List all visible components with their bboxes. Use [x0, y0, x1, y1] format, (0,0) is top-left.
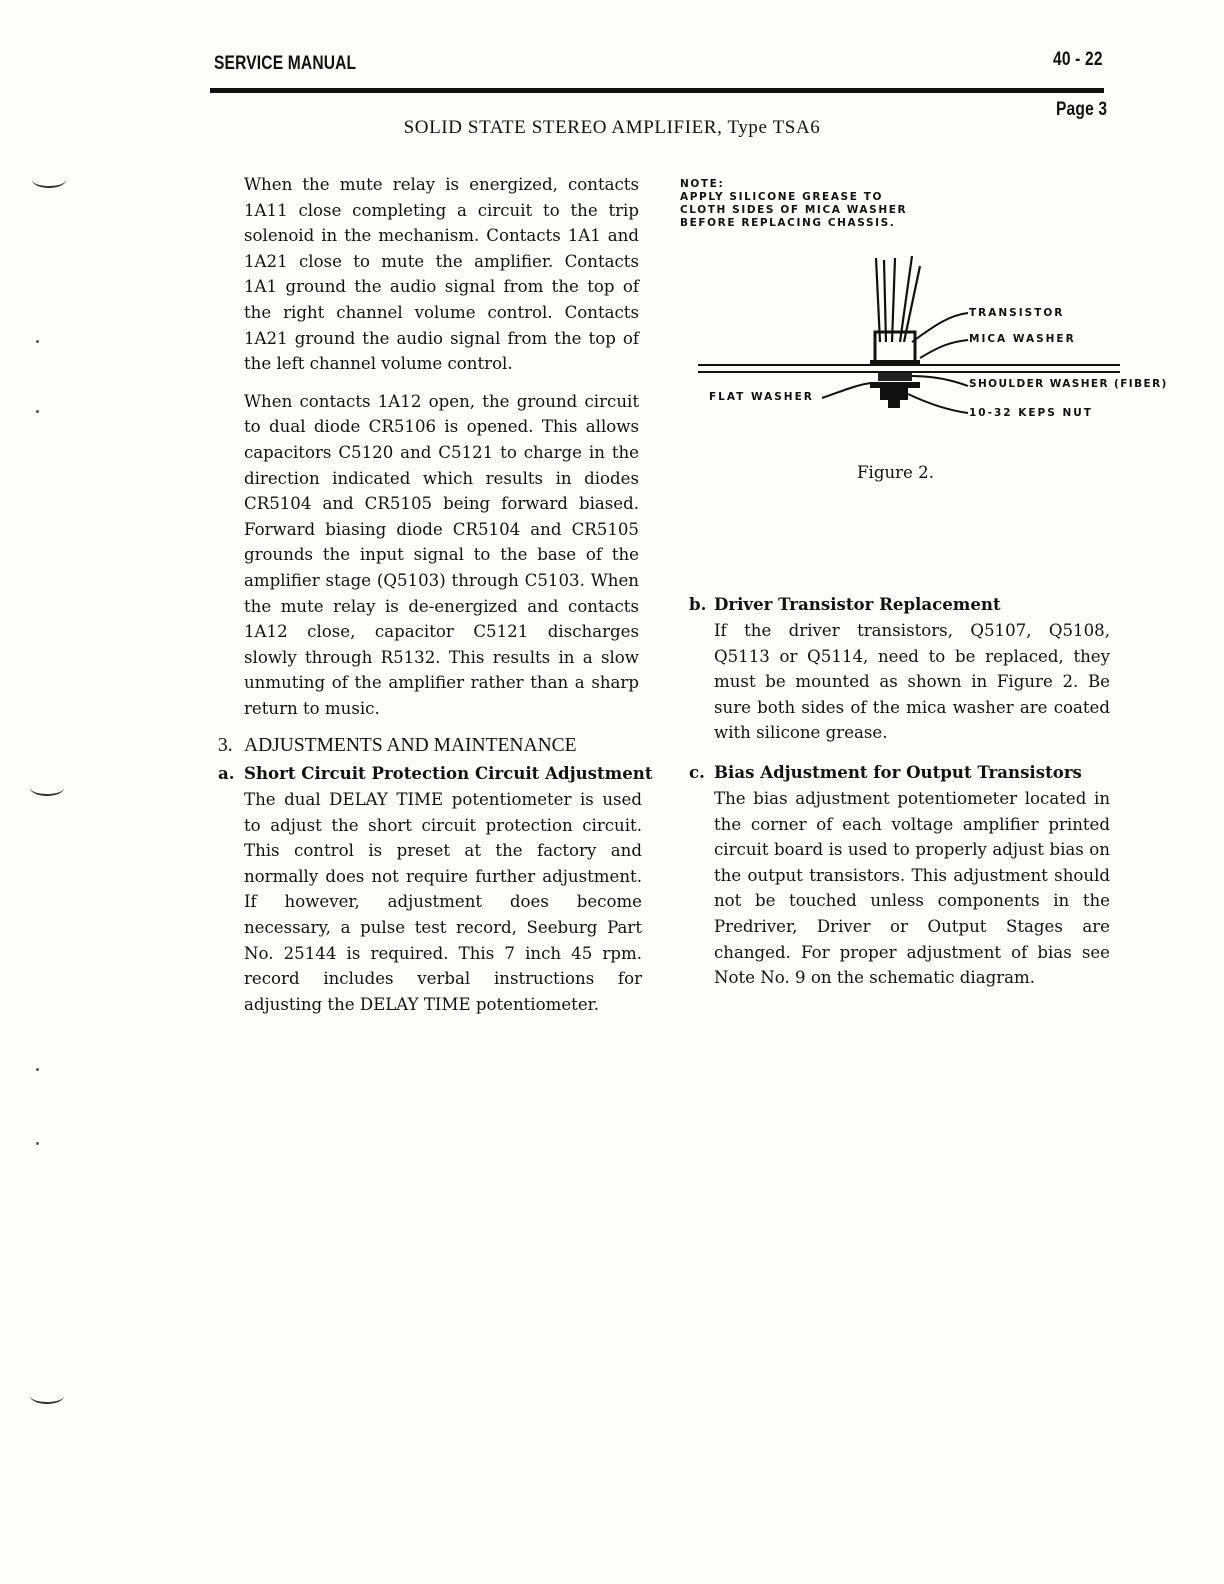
- subsection-a-letter: a.: [218, 763, 235, 783]
- leader-shoulder-washer: [912, 376, 968, 386]
- page-number: Page 3: [1056, 99, 1108, 120]
- note-title: NOTE:: [680, 178, 725, 190]
- scan-speck: [36, 1068, 39, 1071]
- page-title: SOLID STATE STEREO AMPLIFIER, Type TSA6: [403, 117, 821, 138]
- transistor-body: [875, 332, 915, 362]
- flat-washer: [870, 382, 920, 388]
- left-column: [244, 172, 639, 721]
- binder-hole-mark: [30, 780, 64, 796]
- header-rule: [210, 88, 1104, 93]
- transistor-lead: [892, 258, 895, 342]
- note-line: BEFORE REPLACING CHASSIS.: [680, 217, 896, 229]
- section-heading: ADJUSTMENTS AND MAINTENANCE: [244, 735, 577, 756]
- shoulder-washer: [878, 373, 912, 381]
- section-number: 3.: [218, 735, 233, 756]
- leader-flat-washer: [822, 383, 872, 398]
- paragraph-contacts-open: When contacts 1A12 open, the ground circuit to dual diode CR5106 is opened. This allows capacitors C5120 and C5121 to charge in the direction indicated which results in diodes CR5104 and CR5105 being forward biased. Forward biasing diode CR5104 and CR5105 grounds the input signal to the base of the amplifier stage (Q5103) through C5103. When the mute relay is de-energized and contacts 1A12 close, capacitor C5121 discharges slowly through R5132. This results in a slow unmuting of the amplifier rather than a sharp return to music.: [244, 391, 639, 718]
- subsection-b-text: If the driver transistors, Q5107, Q5108, Q5113 or Q5114, need to be replaced, they must be mounted as shown in Figure 2. Be sure both sides of the mica washer are coated with silicone grease.: [714, 621, 1110, 743]
- subsection-b-heading: Driver Transistor Replacement: [714, 594, 1001, 614]
- label-transistor: TRANSISTOR: [969, 307, 1065, 319]
- leader-nut: [908, 394, 968, 413]
- figure-caption: Figure 2.: [857, 463, 934, 482]
- label-shoulder-washer: SHOULDER WASHER (FIBER): [969, 378, 1168, 390]
- leader-transistor: [912, 313, 968, 342]
- header-left: SERVICE MANUAL: [214, 53, 357, 74]
- screw-end: [888, 398, 900, 408]
- scan-speck: [36, 1142, 39, 1145]
- note-line: APPLY SILICONE GREASE TO: [680, 191, 884, 203]
- scan-speck: [36, 410, 39, 413]
- binder-hole-mark: [32, 172, 66, 188]
- subsection-c-letter: c.: [689, 762, 705, 782]
- label-flat-washer: FLAT WASHER: [709, 391, 814, 403]
- header-doc-number: 40 - 22: [1053, 49, 1103, 70]
- transistor-lead: [876, 258, 880, 342]
- subsection-c-text: The bias adjustment potentiometer located in the corner of each voltage amplifier printed circuit board is used to properly adjust bias on the output transistors. This adjustment should not be touched unless components in the Predriver, Driver or Output Stages are changed. For proper adjustment of bias see Note No. 9 on the schematic diagram.: [714, 789, 1110, 988]
- label-keps-nut: 10-32 KEPS NUT: [969, 407, 1093, 419]
- paragraph-mute-relay: When the mute relay is energized, contacts 1A11 close completing a circuit to the trip solenoid in the mechanism. Contacts 1A1 and 1A21 close to mute the amplifier. Contacts 1A1 ground the audio signal from the top of the right channel volume control. Contacts 1A21 ground the audio signal from the top of the left channel volume control.: [244, 175, 639, 374]
- label-mica-washer: MICA WASHER: [969, 333, 1076, 345]
- transistor-lead: [884, 260, 886, 342]
- note-line: CLOTH SIDES OF MICA WASHER: [680, 204, 908, 216]
- subsection-a-text: The dual DELAY TIME potentiometer is used to adjust the short circuit protection circuit. This control is preset at the factory and normally does not require further adjustment. If however, adjustment does become necessary, a pulse test record, Seeburg Part No. 25144 is required. This 7 inch 45 rpm. record includes verbal instructions for adjusting the DELAY TIME potentiometer.: [244, 790, 642, 1014]
- subsection-a-heading: Short Circuit Protection Circuit Adjustment: [244, 763, 653, 783]
- subsection-b-letter: b.: [689, 594, 707, 614]
- scan-speck: [36, 340, 39, 343]
- figure-note: [680, 178, 907, 230]
- binder-hole-mark: [30, 1388, 64, 1404]
- subsection-c-heading: Bias Adjustment for Output Transistors: [714, 762, 1082, 782]
- leader-mica-washer: [920, 340, 968, 358]
